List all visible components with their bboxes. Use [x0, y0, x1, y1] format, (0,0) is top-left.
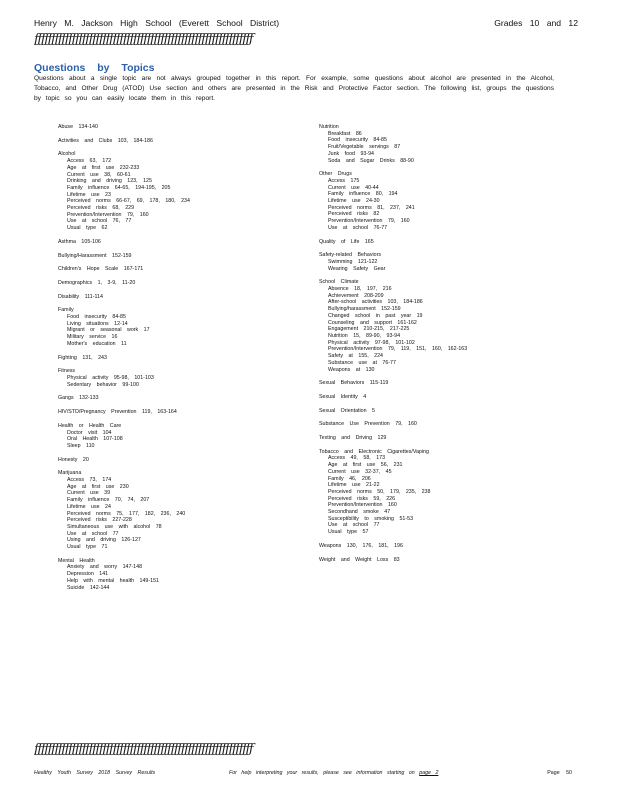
topic-title: Quality of Life 165 [319, 238, 374, 245]
topic-title: Gangs 132-133 [58, 395, 99, 402]
subtopic-item: Perceived norms 66-67, 69, 178, 180, 234 [67, 198, 190, 205]
topic-title: Texting and Driving 129 [319, 435, 387, 442]
topic-title: Safety-related Behaviors [319, 252, 382, 259]
topic-block [58, 138, 298, 145]
topic-block [319, 394, 559, 401]
subtopic-item: Access 73, 174 [67, 477, 112, 484]
page-number: Page 50 [547, 770, 572, 776]
topic-block [58, 151, 298, 231]
subtopic-item: Perceived risks 68, 229 [67, 205, 135, 212]
topic-title: Fighting 131, 243 [58, 354, 107, 361]
subtopic-item: Perceived norms 50, 179, 235, 238 [328, 488, 431, 495]
subtopic-item: Physical activity 97-98, 101-102 [328, 339, 415, 346]
subtopic-item: Weapons at 130 [328, 366, 375, 373]
subtopic-item: Safety at 155, 224 [328, 353, 383, 360]
topic-block [319, 171, 559, 231]
subtopic-item: Absence 18, 197, 216 [328, 286, 392, 293]
subtopic-item: Prevention/Intervention 79, 160 [67, 211, 149, 218]
subtopic-item: Susceptibility to smoking 51-53 [328, 515, 414, 522]
subtopic-item: Use at school 77 [328, 522, 380, 529]
topic-block [58, 239, 298, 246]
subtopic-item: Using and driving 126-127 [67, 537, 141, 544]
topic-title: Alcohol [58, 151, 76, 158]
subtopic-item: Bullying/harassment 152-159 [328, 306, 401, 313]
subtopic-item: Usual type 71 [67, 544, 108, 551]
subtopic-item: Usual type 57 [328, 529, 369, 536]
grades-label: Grades 10 and 12 [494, 18, 578, 28]
topic-title: Abuse 134-140 [58, 124, 98, 130]
subtopic-item: Food insecurity 84-85 [328, 137, 387, 144]
subtopic-item: Anxiety and worry 147-148 [67, 564, 143, 571]
subtopic-item: Living situations 12-14 [67, 320, 128, 327]
topic-block [58, 253, 298, 260]
topic-block [319, 380, 559, 387]
subtopic-item: Swimming 121-122 [328, 258, 378, 265]
topic-block [58, 470, 298, 550]
school-name: Henry M. Jackson High School (Everett School District) [34, 18, 280, 28]
section-title: Questions by Topics [34, 62, 155, 74]
topic-title: Sexual Behaviors 115-119 [319, 380, 389, 387]
subtopic-item: Family influence 64-65, 194-195, 205 [67, 184, 171, 191]
subtopic-item: Lifetime use 24 [67, 503, 111, 510]
topic-title: Fitness [58, 368, 76, 375]
topic-block [58, 423, 298, 450]
subtopic-item: Wearing Safety Gear [328, 265, 386, 272]
topic-title: Weapons 130, 176, 181, 196 [319, 542, 403, 549]
subtopic-item: Military service 16 [67, 334, 118, 341]
top-divider: ƒƒƒƒƒƒƒƒƒƒƒƒƒƒƒƒƒƒƒƒƒƒƒƒƒƒƒƒƒƒƒƒƒƒƒƒƒƒƒƒƒƒƒƒƒƒƒƒƒƒƒƒƒƒƒƒƒƒƒƒƒƒƒƒ [34, 32, 253, 47]
subtopic-item: Prevention/Intervention 79, 160 [328, 218, 410, 225]
subtopic-item: Secondhand smoke 47 [328, 509, 391, 516]
topic-title: Disability 111-114 [58, 293, 103, 300]
subtopic-item: Prevention/Intervention 79, 119, 151, 160, 162-163 [328, 346, 468, 353]
bottom-divider: ƒƒƒƒƒƒƒƒƒƒƒƒƒƒƒƒƒƒƒƒƒƒƒƒƒƒƒƒƒƒƒƒƒƒƒƒƒƒƒƒƒƒƒƒƒƒƒƒƒƒƒƒƒƒƒƒƒƒƒƒƒƒƒƒ [34, 742, 253, 757]
subtopic-item: Physical activity 95-98, 101-103 [67, 374, 154, 381]
subtopic-item: Junk food 93-94 [328, 150, 374, 157]
intro-paragraph: Questions about a single topic are not always grouped together in this report. For example, some questions about alcohol are presented in the Alcohol, Tobacco, and Other Drug (ATOD) Use section and others are presented in the Risk and Protective Factor section. The following list, groups the questions by topic so you can easily locate them in this report. [34, 75, 554, 102]
subtopic-item: Food insecurity 84-85 [67, 314, 126, 321]
subtopic-item: Nutrition 15, 89-90, 93-94 [328, 332, 401, 339]
subtopic-item: Counseling and support 161-162 [328, 319, 417, 326]
topic-block [319, 408, 559, 415]
subtopic-item: Migrant or seasonal work 17 [67, 327, 150, 334]
topic-title: Health or Health Care [58, 422, 122, 429]
subtopic-item: Family influence 80, 194 [328, 191, 398, 198]
topic-title: Children's Hope Scale 167-171 [58, 266, 144, 273]
subtopic-item: Doctor visit 104 [67, 429, 112, 436]
subtopic-item: Oral Health 107-108 [67, 436, 123, 443]
topic-title: HIV/STD/Pregnancy Prevention 119, 163-164 [58, 409, 177, 416]
subtopic-item: Achievement 208-209 [328, 292, 384, 299]
subtopic-item: Help with mental health 149-151 [67, 577, 159, 584]
topic-block [58, 124, 298, 131]
topic-title: Activities and Clubs 103, 184-186 [58, 137, 153, 144]
subtopic-item: Depression 141 [67, 571, 109, 578]
subtopic-item: Perceived norms 81, 237, 241 [328, 204, 415, 211]
subtopic-item: Perceived risks 59, 226 [328, 495, 396, 502]
subtopic-item: Access 175 [328, 177, 360, 184]
subtopic-item: Sedentary behavior 99-100 [67, 381, 139, 388]
subtopic-item: Sleep 110 [67, 442, 95, 449]
topic-title: Sexual Orientation 5 [319, 407, 375, 414]
subtopic-item: Age at first use 56, 231 [328, 462, 403, 469]
topic-title: Marijuana [58, 470, 82, 477]
topic-block [319, 543, 559, 550]
subtopic-item: Age at first use 232-233 [67, 164, 140, 171]
subtopic-item: Lifetime use 24-30 [328, 198, 380, 205]
subtopic-item: Access 63, 172 [67, 158, 112, 165]
subtopic-item: Current use 32-37, 45 [328, 468, 392, 475]
topic-title: Weight and Weight Loss 83 [319, 556, 400, 563]
subtopic-item: Substance use at 76-77 [328, 359, 396, 366]
topic-title: Substance Use Prevention 79, 160 [319, 421, 417, 428]
subtopic-item: Soda and Sugar Drinks 88-90 [328, 157, 414, 164]
topic-title: Sexual Identity 4 [319, 393, 367, 400]
subtopic-item: Lifetime use 23 [67, 191, 111, 198]
topic-title: Bullying/Harassment 152-159 [58, 252, 132, 259]
subtopic-item: Current use 40-44 [328, 184, 379, 191]
topic-title: Demographics 1, 3-9, 11-20 [58, 279, 136, 286]
subtopic-item: Access 49, 58, 173 [328, 455, 386, 462]
topic-block [319, 421, 559, 428]
subtopic-item: Perceived risks 82 [328, 211, 380, 218]
topic-block [319, 279, 559, 373]
topic-block [319, 435, 559, 442]
subtopic-item: Use at school 77 [67, 530, 119, 537]
footer-help-label: For help interpreting your results, please see information starting on [229, 770, 415, 776]
topic-block [58, 409, 298, 416]
subtopic-item: Lifetime use 21-22 [328, 482, 380, 489]
subtopic-item: Perceived risks 227-228 [67, 517, 132, 524]
subtopic-item: Family influence 70, 74, 207 [67, 497, 150, 504]
subtopic-item: Current use 38, 60-61 [67, 171, 131, 178]
subtopic-item: Prevention/Intervention 160 [328, 502, 397, 509]
topic-title: Tobacco and Electronic Cigarettes/Vaping [319, 448, 429, 455]
subtopic-item: Breakfast 86 [328, 130, 362, 137]
topic-title: Asthma 105-106 [58, 238, 101, 245]
subtopic-item: Use at school 76, 77 [67, 218, 132, 225]
footer-survey-label: Healthy Youth Survey 2018 Survey Results [34, 770, 156, 776]
topic-block [58, 395, 298, 402]
topic-block [58, 266, 298, 273]
topic-title: Other Drugs [319, 171, 352, 178]
footer-help-text [229, 770, 438, 776]
subtopic-item: Usual type 62 [67, 225, 108, 232]
subtopic-item: After-school activities 103, 184-186 [328, 299, 423, 306]
subtopic-item: Current use 39 [67, 490, 111, 497]
topic-block [58, 355, 298, 362]
topic-title: Nutrition [319, 124, 339, 130]
topic-block [58, 280, 298, 287]
subtopic-item: Perceived norms 75, 177, 182, 236, 240 [67, 510, 186, 517]
topic-block [58, 457, 298, 464]
topic-block [319, 557, 559, 564]
subtopic-item: Simultaneous use with alcohol 78 [67, 523, 162, 530]
subtopic-item: Changed school in past year 19 [328, 312, 423, 319]
subtopic-item: Engagement 210-215, 217-225 [328, 326, 410, 333]
topic-block [319, 449, 559, 536]
subtopic-item: Suicide 142-144 [67, 584, 110, 591]
subtopic-item: Age at first use 230 [67, 483, 129, 490]
subtopic-item: Fruit/Vegetable servings 87 [328, 144, 401, 151]
topic-block [58, 294, 298, 301]
topic-block [58, 307, 298, 347]
topic-block [58, 368, 298, 388]
topic-block [58, 558, 298, 592]
topic-title: Family [58, 307, 74, 314]
topic-title: Mental Health [58, 557, 95, 564]
topic-block [319, 124, 559, 164]
subtopic-item: Family 46, 206 [328, 475, 371, 482]
topic-block [319, 252, 559, 272]
topic-title: School Climate [319, 279, 359, 286]
topics-left-column [58, 124, 298, 598]
page-2-link[interactable]: page 2 [419, 770, 439, 776]
subtopic-item: Mother's education 11 [67, 340, 127, 347]
topic-title: Honesty 20 [58, 456, 89, 463]
subtopic-item: Drinking and driving 123, 125 [67, 178, 152, 185]
topic-block [319, 239, 559, 246]
topics-right-column [319, 124, 559, 570]
subtopic-item: Use at school 76-77 [328, 224, 388, 231]
